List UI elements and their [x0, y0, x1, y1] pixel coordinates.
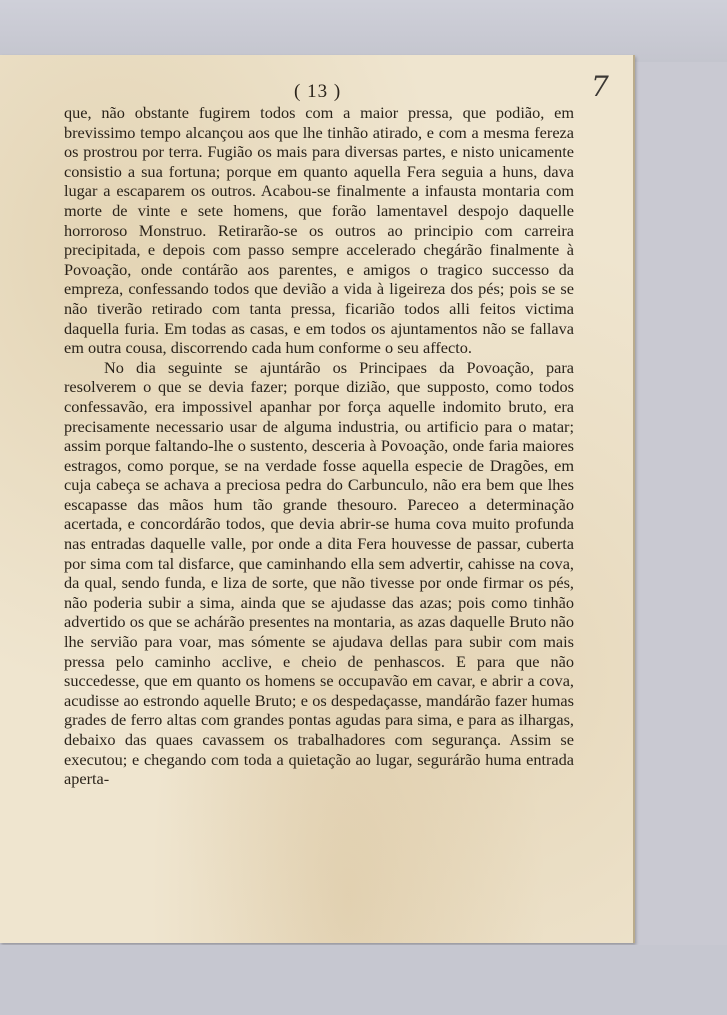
body-text: [64, 103, 574, 789]
page-number: ( 13 ): [294, 81, 342, 102]
scan-background-top: [0, 0, 727, 62]
folio-mark: 7: [591, 70, 609, 103]
scan-background-bottom: [0, 945, 727, 1015]
book-page: [0, 55, 635, 943]
paragraph-1: que, não obstante fugirem todos com a maior pressa, que podião, em brevissimo tempo alcançou aos que lhe tinhão atirado, e com a mesma fereza os prostrou por terra. Fugião os mais para diversas partes, e nisto unicamente consistio a sua fortuna; porque em quanto aquella Fera seguia a huns, dava lugar a escaparem os outros. Acabou-se finalmente a infausta montaria com morte de vinte e sete homens, que forão lamentavel despojo daquelle horroroso Monstruo. Retirarão-se os outros ao principio com carreira precipitada, e depois com passo sempre accelerado chegárão finalmente à Povoação, onde contárão aos parentes, e amigos o tragico successo da empreza, confessando todos que devião a vida à ligeireza dos pés; pois se se não tiverão retirado com tanta pressa, ficarião todos alli feitos victima daquella furia. Em todas as casas, e em todos os ajuntamentos não se fallava em outra cousa, discorrendo cada hum conforme o seu affecto.: [64, 103, 574, 358]
paragraph-2: No dia seguinte se ajuntárão os Principaes da Povoação, para resolverem o que se devia fazer; porque dizião, que supposto, como todos confessavão, era impossivel apanhar por força aquelle indomito bruto, era precisamente necessario usar de alguma industria, ou artificio para o matar; assim porque faltando-lhe o sustento, desceria à Povoação, onde faria maiores estragos, como porque, se na verdade fosse aquella especie de Dragões, em cuja cabeça se achava a preciosa pedra do Carbunculo, não era bem que lhes escapasse das mãos hum tão grande thesouro. Pareceo a determinação acertada, e concordárão todos, que devia abrir-se huma cova muito profunda nas entradas daquelle valle, por onde a dita Fera houvesse de passar, cuberta por sima com tal disfarce, que caminhando ella sem advertir, cahisse na cova, da qual, sendo funda, e liza de sorte, que não tivesse por onde firmar os pés, não poderia subir a sima, ainda que se ajudasse das azas; pois como tinhão advertido os que se achárão presentes na montaria, as azas daquelle Bruto não lhe servião para voar, mas sómente se ajudava dellas para subir com mais pressa pelo caminho acclive, e cheio de penhascos. E para que não succedesse, que em quanto os homens se occupavão em cavar, e abrir a cova, acudisse ao estrondo aquelle Bruto; e os despedaçasse, mandárão fazer humas grades de ferro altas com grandes pontas agudas para sima, e para as ilhargas, debaixo das quaes cavassem os trabalhadores com segurança. Assim se executou; e chegando com toda a quietação ao lugar, segurárão huma entrada aperta-: [64, 357, 574, 789]
